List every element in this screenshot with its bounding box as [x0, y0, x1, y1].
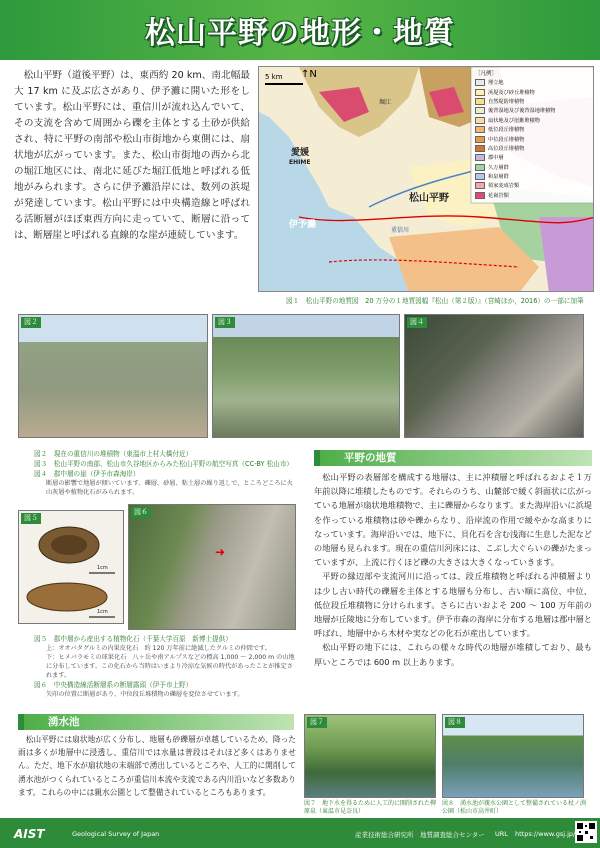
legend-item — [475, 144, 591, 153]
legend-label: 浜堤及び砂丘堆積物 — [488, 89, 535, 96]
captions-fig2-4 — [34, 449, 296, 497]
map-scale-bar — [265, 83, 303, 85]
spring-ponds-paragraph: 松山平野には扇状地が広く分布し、地層も砂礫層が卓越しているため、降った雨は多くが地層中に浸透し、重信川では水量は普段はそれほど多くはありません。ただ、地下水が扇状地の末端部で湧出しているところや、人工的に開削して湧水池がつくられているところが重信川本流や支流である内川沿いなど多数あります。これらの中には親水公園として整備されているところもあります。 — [18, 735, 296, 797]
caption-fig5: 図５ 郡中層から産出する植物化石（千葉大学百原 新博士提供） — [34, 635, 232, 643]
plain-geology-paragraph-3: 松山平野の地下には、これらの様々な時代の地層が堆積しており、最も厚いところでは 600 m 以上あります。 — [314, 642, 592, 667]
photo-tag-fig5: 図５ — [21, 513, 41, 524]
caption-fig5-bottom: 下：ヒメバラモミの球果化石 八ヶ岳や南アルプスなどの標高 1,000 ～ 2,000 m の山地に分布しています。この化石から当時はいまより冷涼な気候の時代があったことが推定されます。 — [46, 654, 295, 679]
captions-fig5-6 — [34, 634, 296, 699]
map-label-matsuyama: 松山平野 — [409, 193, 449, 204]
photo-tag-fig6: 図６ — [131, 507, 151, 518]
legend-label: 低位段丘堆積物 — [488, 127, 525, 134]
caption-fig4: 図４ 郡中層の崖（伊予市森海岸） — [34, 470, 140, 478]
page-title: 松山平野の地形・地質 — [145, 16, 455, 51]
legend-item — [475, 163, 591, 172]
north-arrow-icon: ↑N — [301, 69, 317, 80]
photo-fig7 — [304, 714, 436, 798]
plain-geology-paragraph-1: 松山平野の表層部を構成する地層は、主に沖積層と呼ばれるおよそ１万年前以降に堆積したものです。それらのうち、山麓部で緩く斜面状に広がっている地層が扇状地堆積物で、主に礫層からなります。また海岸沿いに浜堤を作っている堆積物は砂や礫からなり、沿岸流の作用で緩やかな高まりになっています。海岸沿いでは、地下に、貝化石を含む浅海に生息した泥などの地層も見られます。現在の重信川河床には、こぶし大ぐらいの礫がたまっていますが、上流に行くほど礫の大きさは大きくなっていきます。 — [314, 472, 592, 568]
legend-swatch — [475, 145, 485, 152]
legend-swatch — [475, 98, 485, 105]
legend-swatch — [475, 126, 485, 133]
caption-fig6-desc: 矢印の位置に断層があり、中位段丘堆積物の礫層を変位させています。 — [46, 691, 244, 698]
legend-label: 久万層群 — [488, 164, 509, 171]
legend-label: 扇状地及び崖錐堆積物 — [488, 117, 540, 124]
legend-label: 和泉層群 — [488, 174, 509, 181]
website-link[interactable]: https://www.gsj.jp/ — [515, 830, 576, 838]
photo-tag-fig8: 図８ — [445, 717, 465, 728]
photo-tag-fig4: 図４ — [407, 317, 427, 328]
map-label-iyonada: 伊予灘 — [289, 220, 317, 230]
legend-swatch — [475, 136, 485, 143]
map-label-ehime: 愛媛 — [291, 148, 310, 158]
legend-item — [475, 78, 591, 87]
legend-label: 高位段丘堆積物 — [488, 145, 525, 152]
section-heading-plain-geology: 平野の地質 — [314, 450, 592, 466]
caption-fig3: 図３ 松山平野の南部、松山市久谷地区からみた松山平野の航空写真（CC-BY 松山市） — [34, 460, 294, 468]
photo-fig3 — [212, 314, 400, 438]
photo-tag-fig2: 図２ — [21, 317, 41, 328]
legend-label: 自然堤防堆積物 — [488, 98, 525, 105]
section-plain-geology — [314, 470, 592, 669]
scale-label-top: 1cm — [97, 565, 108, 571]
legend-item — [475, 181, 591, 190]
photo-fig5 — [18, 510, 124, 624]
caption-fig6: 図６ 中央構造線活断層系の断層露頭（伊予市上野） — [34, 681, 193, 689]
caption-fig8: 図８ 湧水池が親水公園として整備されている杖ノ渕公園（松山市高井町） — [442, 800, 587, 815]
scale-label-bottom: 1cm — [97, 609, 108, 615]
gsj-label: Geological Survey of Japan — [72, 830, 160, 838]
plain-geology-paragraph-2: 平野の縁辺部や支流河川に沿っては、段丘堆積物と呼ばれる沖積層よりは少し古い時代の礫層を主体とする地層も分布し、古い順に高位、中位、低位段丘堆積物に分けられます。さらに古いおよそ 200 ～ 100 万年前の地層が丘陵地に分布しています。伊予市森の海岸に分布する地層は郡中層と呼ばれ、地層中から木材や実などの化石が産出しています。 — [314, 571, 592, 639]
map-legend-title: ［凡例］ — [475, 71, 498, 77]
legend-swatch — [475, 117, 485, 124]
footer-bar — [0, 818, 600, 848]
legend-label: 中位段丘堆積物 — [488, 136, 525, 143]
photo-tag-fig7: 図７ — [307, 717, 327, 728]
legend-item — [475, 116, 591, 125]
legend-item — [475, 153, 591, 162]
legend-item — [475, 191, 591, 200]
photo-fig8 — [442, 714, 584, 798]
legend-item — [475, 97, 591, 106]
map-label-shigenobu: 重信川 — [391, 227, 410, 234]
legend-swatch — [475, 79, 485, 86]
qr-code-icon — [575, 821, 597, 843]
legend-swatch — [475, 164, 485, 171]
section-heading-spring-ponds: 湧水池 — [18, 714, 294, 730]
caption-fig5-top: 上：オオバタグルミの内果皮化石 約 120 万年前に絶滅したクルミの仲間です。 — [46, 645, 271, 652]
url-label: URL — [495, 830, 508, 838]
legend-swatch — [475, 107, 485, 114]
legend-label: 領家変成岩類 — [488, 183, 520, 190]
title-banner — [0, 0, 600, 60]
aist-logo: AIST — [14, 827, 45, 841]
photo-fig6 — [128, 504, 296, 630]
map-label-horie: 堀江 — [379, 99, 392, 106]
caption-fig4-desc: 断層の影響で地層が傾いています。礫層、砂層、粘土層の繰り返しで、ところどころに火山灰層や植物化石がみられます。 — [46, 480, 293, 496]
legend-swatch — [475, 182, 485, 189]
legend-swatch — [475, 192, 485, 199]
legend-swatch — [475, 173, 485, 180]
fossil-graphics — [19, 511, 124, 624]
photo-tag-fig3: 図３ — [215, 317, 235, 328]
caption-fig7: 図７ 地下水を得るために人工的に開削された柳原泉（東温市見奈良） — [304, 800, 437, 815]
map-legend — [475, 78, 591, 200]
geologic-map — [258, 66, 594, 292]
fault-arrow-icon: ➜ — [215, 545, 226, 559]
legend-item — [475, 125, 591, 134]
legend-swatch — [475, 154, 485, 161]
legend-item — [475, 172, 591, 181]
legend-label: 花崗岩類 — [488, 192, 509, 199]
legend-swatch — [475, 89, 485, 96]
legend-label: 後背湿地及び後背湿地堆積物 — [488, 108, 556, 115]
map-label-ehime-en: EHIME — [289, 159, 311, 166]
legend-label: 郡中層 — [488, 155, 504, 162]
photo-fig4 — [404, 314, 584, 438]
legend-item — [475, 87, 591, 96]
legend-item — [475, 106, 591, 115]
legend-item — [475, 134, 591, 143]
map-scale: 5 km — [265, 73, 283, 81]
legend-label: 埋立地 — [488, 80, 504, 87]
intro-paragraph: 松山平野（道後平野）は、東西約 20 km、南北幅最大 17 km に及ぶ広さがあり、伊予灘に開いた形をしています。松山平野には、重信川が流れ込んでいて、その支流を含めて周囲から礫を主体とする土砂が供給され、特に平野の南部や松山市街地から東側には、扇状地が広がっています。また、松山市街地の西から北の堀江地区には、南北に延びた堀江低地と呼ばれる低地がみられます。さらに伊予灘沿岸には、数列の浜堤が発達しています。松山平野には中央構造線と呼ばれる活断層がほぼ東西方向に走っていて、断層に沿っては、断層崖と呼ばれる直線的な崖が連続しています。 — [14, 70, 250, 241]
caption-fig2: 図２ 現在の重信川の堆積物（東温市上村大橋付近） — [34, 450, 193, 458]
organization-label: 産業技術総合研究所 地質調査総合センター — [355, 831, 485, 839]
photo-fig2 — [18, 314, 208, 438]
fig1-caption: 図１ 松山平野の地質図 20 万分の１地質図幅『松山（第２版）』（宮崎ほか，2016）の一部に加筆 — [286, 297, 584, 305]
